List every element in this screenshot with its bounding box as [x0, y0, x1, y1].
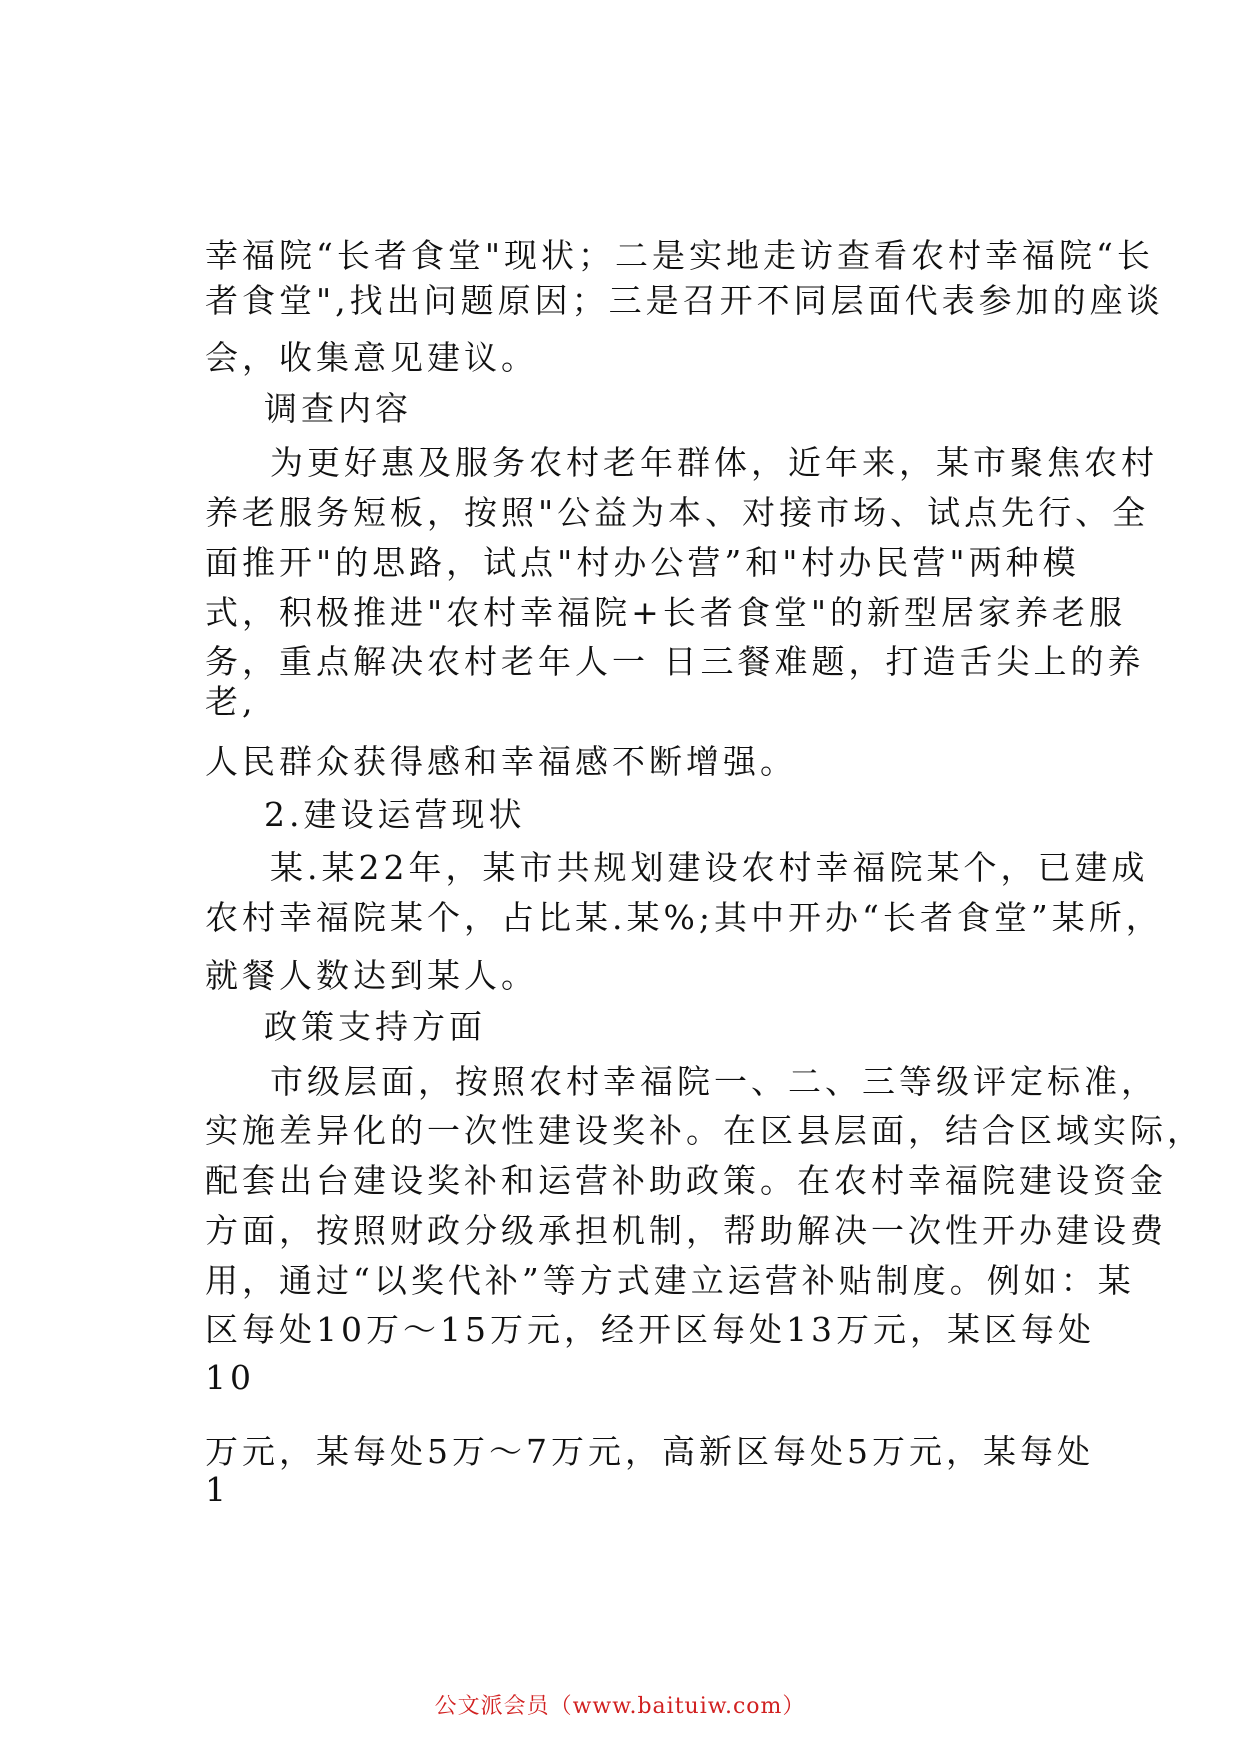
- text-line: 会，收集意见建议。: [205, 338, 538, 377]
- text-line: 市级层面，按照农村幸福院一、二、三等级评定标准，: [270, 1062, 1158, 1101]
- text-line: 人民群众获得感和幸福感不断增强。: [205, 742, 797, 781]
- section-heading: 调查内容: [264, 389, 412, 428]
- text-line: 就餐人数达到某人。: [205, 956, 538, 995]
- text-line: 10: [205, 1358, 255, 1397]
- text-line: 老,: [205, 682, 257, 721]
- text-line: 务，重点解决农村老年人一 日三餐难题，打造舌尖上的养: [205, 642, 1145, 681]
- text-line: 实施差异化的一次性建设奖补。在区县层面，结合区域实际，: [205, 1111, 1204, 1150]
- text-line: 区每处10万～15万元，经开区每处13万元，某区每处: [205, 1310, 1095, 1349]
- text-line: 式，积极推进"农村幸福院+长者食堂"的新型居家养老服: [205, 593, 1127, 632]
- text-line: 某.某22年，某市共规划建设农村幸福院某个，已建成: [270, 848, 1149, 887]
- text-line: 面推开"的思路，试点"村办公营”和"村办民营"两种模: [205, 543, 1080, 582]
- footer-watermark-link[interactable]: 公文派会员（www.baituiw.com）: [434, 1694, 806, 1719]
- text-line: 为更好惠及服务农村老年群体，近年来，某市聚焦农村: [270, 443, 1158, 482]
- text-line: 养老服务短板，按照"公益为本、对接市场、试点先行、全: [205, 493, 1150, 532]
- text-line: 配套出台建设奖补和运营补助政策。在农村幸福院建设资金: [205, 1161, 1167, 1200]
- text-line: 农村幸福院某个，占比某.某%;其中开办“长者食堂”某所，: [205, 898, 1163, 937]
- text-line: 者食堂",找出问题原因；三是召开不同层面代表参加的座谈: [205, 281, 1164, 320]
- text-line: 用，通过“以奖代补”等方式建立运营补贴制度。例如：某: [205, 1261, 1135, 1300]
- text-line: 1: [205, 1470, 230, 1509]
- text-line: 方面，按照财政分级承担机制，帮助解决一次性开办建设费: [205, 1211, 1167, 1250]
- text-line: 幸福院“长者食堂"现状；二是实地走访查看农村幸福院“长: [205, 236, 1154, 275]
- text-line: 万元，某每处5万～7万元，高新区每处5万元，某每处: [205, 1432, 1094, 1471]
- section-heading: 政策支持方面: [264, 1007, 486, 1046]
- section-heading: 2.建设运营现状: [264, 795, 526, 834]
